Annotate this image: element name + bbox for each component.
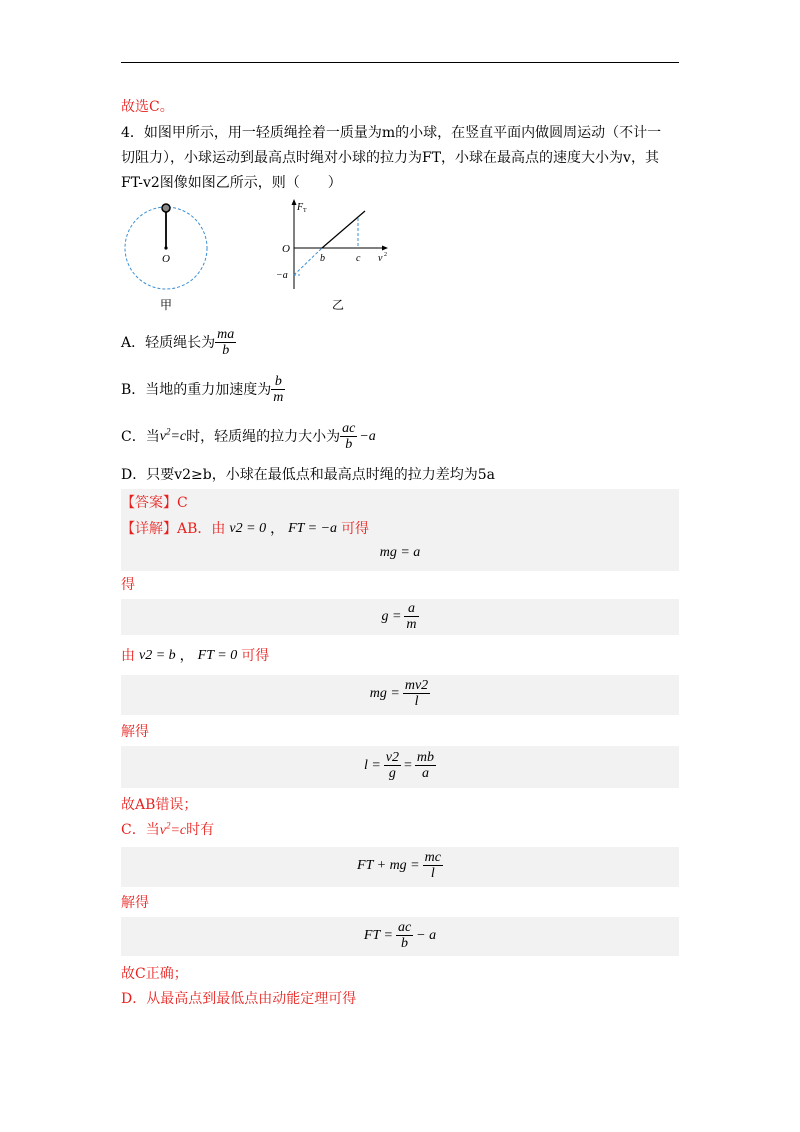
equation-3-fraction xyxy=(403,678,430,709)
option-a-denominator: b xyxy=(215,342,236,358)
condition-sep: ， xyxy=(179,648,194,664)
condition-3: v2 = b xyxy=(139,648,176,663)
detail-tail: 可得 xyxy=(341,521,370,537)
equation-4-equals: = xyxy=(404,757,412,773)
detail-line xyxy=(121,519,369,539)
equation-2-lhs: g = xyxy=(381,608,402,624)
center-label: O xyxy=(162,253,170,265)
option-c-mid: 时，轻质绳的拉力大小为 xyxy=(186,428,341,445)
equation-3-box xyxy=(121,675,679,715)
c-label: c xyxy=(356,253,361,264)
equation-1 xyxy=(121,545,679,561)
equation-4 xyxy=(121,750,679,781)
ft-line xyxy=(322,211,365,248)
equation-5 xyxy=(121,850,679,881)
equation-2-denominator: m xyxy=(406,617,417,632)
equation-4-fraction-2 xyxy=(415,750,436,781)
equation-3-lhs: mg = xyxy=(369,685,400,701)
answer-box xyxy=(121,489,679,571)
equation-5-numerator: mc xyxy=(424,850,441,865)
equation-6-fraction xyxy=(396,920,413,951)
c-line: C．当$v^2=c$时有 xyxy=(121,820,215,838)
equation-3-denominator: l xyxy=(403,693,430,709)
equation-4-fraction-1 xyxy=(384,750,401,781)
question-line-2: 切阻力），小球运动到最高点时绳对小球的拉力为FT，小球在最高点的速度大小为v，其 xyxy=(121,150,659,166)
option-b-fraction xyxy=(271,374,285,405)
figure-caption-left: 甲 xyxy=(160,298,173,312)
b-label: b xyxy=(320,253,325,264)
equation-4-denominator-2: a xyxy=(415,765,436,781)
ball xyxy=(162,204,170,212)
equation-3-numerator: mv2 xyxy=(404,678,429,693)
question-line-3: FT-v2图像如图乙所示，则（ ） xyxy=(121,175,342,191)
equation-2 xyxy=(121,601,679,632)
equation-2-fraction xyxy=(404,601,418,632)
equation-4-box xyxy=(121,746,679,788)
equation-6-numerator: ac xyxy=(397,920,412,935)
option-b-numerator: b xyxy=(274,374,282,389)
equation-6-denominator: b xyxy=(396,935,413,951)
equation-4-numerator-1: v2 xyxy=(385,750,400,765)
option-a xyxy=(121,327,236,358)
equation-4-numerator-2: mb xyxy=(416,750,435,765)
equation-4-denominator-1: g xyxy=(384,765,401,781)
option-c-denominator: b xyxy=(340,436,357,452)
detail-label: 【详解】AB．由 xyxy=(121,521,226,537)
you-text: 由 xyxy=(121,648,135,664)
equation-6-tail: − a xyxy=(416,927,437,943)
x-axis-arrow xyxy=(382,246,388,251)
option-c-numerator: ac xyxy=(342,421,356,436)
x-axis-sup: 2 xyxy=(384,252,387,258)
extrapolated-line xyxy=(294,248,322,275)
answer-label: 【答案】C xyxy=(121,495,188,511)
neg-a-label: −a xyxy=(276,270,288,281)
equation-5-lhs: FT + mg = xyxy=(357,857,420,873)
previous-answer: 故选C。 xyxy=(121,99,174,115)
ft-v2-graph xyxy=(272,196,402,296)
option-a-text: A．轻质绳长为 xyxy=(121,334,216,351)
origin-label: O xyxy=(282,243,290,255)
option-b-text: B．当地的重力加速度为 xyxy=(121,381,272,398)
equation-5-fraction xyxy=(423,850,443,881)
option-c-tail: −a xyxy=(359,428,376,444)
x-axis-label: v xyxy=(378,253,383,264)
condition-line-2 xyxy=(121,646,269,666)
de-text: 得 xyxy=(121,577,135,593)
option-c-prefix: C．当 xyxy=(121,428,160,445)
header-rule xyxy=(121,62,679,63)
equation-6-lhs: FT = xyxy=(363,927,393,943)
conclusion-ab: 故AB错误； xyxy=(121,797,198,813)
option-b xyxy=(121,374,285,405)
equation-2-box xyxy=(121,599,679,635)
equation-5-denominator: l xyxy=(423,865,443,881)
detail-sep: ， xyxy=(270,521,285,537)
kede-text: 可得 xyxy=(241,648,270,664)
option-c-fraction xyxy=(340,421,357,452)
d-line: D．从最高点到最低点由动能定理可得 xyxy=(121,991,357,1007)
option-d: D．只要v2≥b，小球在最低点和最高点时绳的拉力差均为5a xyxy=(121,467,495,483)
equation-4-lhs: l = xyxy=(363,757,381,773)
center-point xyxy=(164,246,167,249)
option-c-condition: $v^2=c$ xyxy=(159,425,187,444)
detail-cond-2: FT = −a xyxy=(288,521,338,536)
y-axis-label: F xyxy=(297,202,304,213)
equation-2-numerator: a xyxy=(407,601,415,616)
option-a-numerator: ma xyxy=(217,327,235,342)
conclusion-c: 故C正确； xyxy=(121,966,188,982)
circle-motion-figure xyxy=(118,198,218,293)
equation-3 xyxy=(121,678,679,709)
y-axis-sub: T xyxy=(303,208,307,214)
question-line-1: 4．如图甲所示，用一轻质绳拴着一质量为m的小球，在竖直平面内做圆周运动（不计一 xyxy=(121,125,662,141)
option-c xyxy=(121,421,376,452)
detail-cond-1: v2 = 0 xyxy=(229,521,267,536)
jiede-1: 解得 xyxy=(121,724,149,740)
equation-6 xyxy=(121,920,679,951)
equation-5-box xyxy=(121,847,679,887)
y-axis-arrow xyxy=(292,199,297,205)
jiede-2: 解得 xyxy=(121,895,149,911)
condition-4: FT = 0 xyxy=(197,648,238,663)
figure-caption-right: 乙 xyxy=(332,298,345,312)
option-b-denominator: m xyxy=(273,390,284,405)
equation-1-text: mg = a xyxy=(379,545,421,560)
equation-6-box xyxy=(121,917,679,956)
option-a-fraction xyxy=(215,327,236,358)
